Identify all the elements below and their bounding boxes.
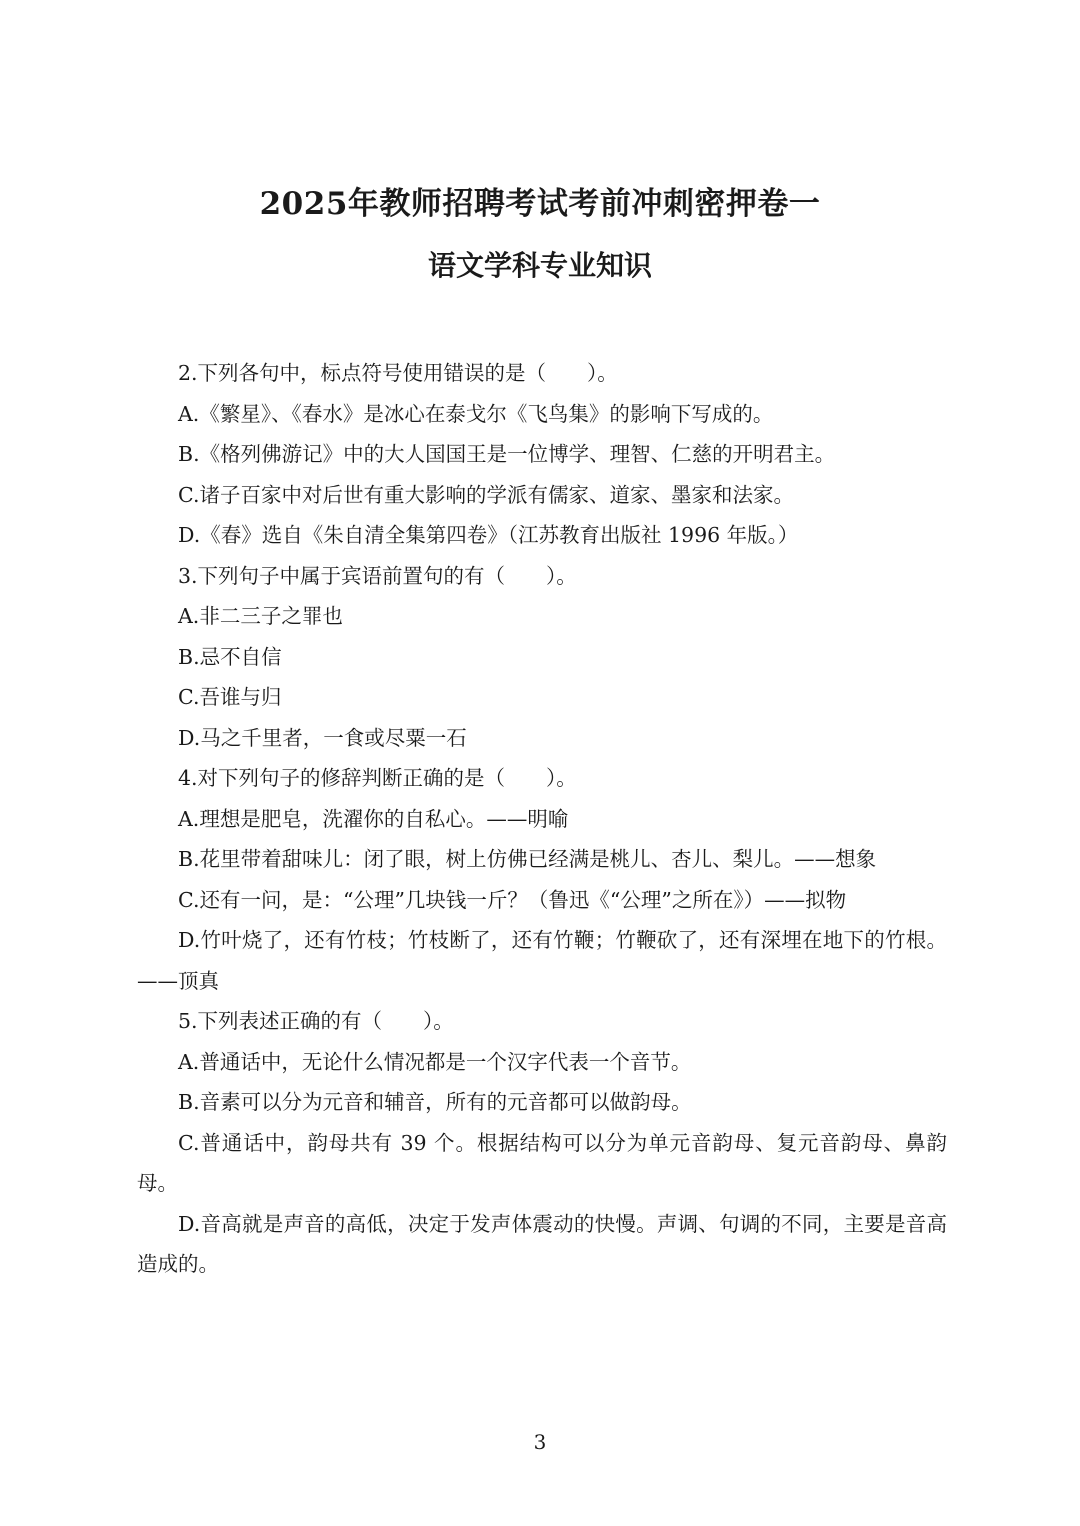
document-title: 2025年教师招聘考试考前冲刺密押卷一 bbox=[259, 186, 821, 222]
question-option: D.《春》选自《朱自清全集第四卷》（江苏教育出版社 1996 年版。） bbox=[178, 523, 799, 547]
question-option: D.马之千里者，一食或尽粟一石 bbox=[178, 725, 467, 750]
question-stem: 2.下列各句中，标点符号使用错误的是（ ）。 bbox=[178, 361, 618, 385]
question-option: D.竹叶烧了，还有竹枝；竹枝断了，还有竹鞭；竹鞭砍了，还有深埋在地下的竹根。——顶真 bbox=[137, 928, 947, 993]
question-option: A.《繁星》、《春水》是冰心在泰戈尔《飞鸟集》的影响下写成的。 bbox=[178, 401, 774, 426]
question-option: A.普通话中，无论什么情况都是一个汉字代表一个音节。 bbox=[178, 1049, 692, 1074]
page-number: 3 bbox=[533, 1430, 547, 1454]
question-option: C.吾谁与归 bbox=[178, 685, 282, 709]
question-stem: 3.下列句子中属于宾语前置句的有（ ）。 bbox=[178, 563, 577, 588]
question-stem: 4.对下列句子的修辞判断正确的是（ ）。 bbox=[178, 766, 577, 790]
question-option: B.音素可以分为元音和辅音，所有的元音都可以做韵母。 bbox=[178, 1090, 692, 1114]
question-option: D.音高就是声音的高低，决定于发声体震动的快慢。声调、句调的不同，主要是音高造成的。 bbox=[137, 1211, 947, 1276]
question-option: C.普通话中，韵母共有 39 个。根据结构可以分为单元音韵母、复元音韵母、鼻韵母。 bbox=[137, 1130, 947, 1195]
question-option: A.理想是肥皂，洗濯你的自私心。——明喻 bbox=[178, 806, 569, 831]
question-option: B.花里带着甜味儿：闭了眼，树上仿佛已经满是桃儿、杏儿、梨儿。——想象 bbox=[178, 847, 877, 871]
question-option: C.还有一问，是：“公理”几块钱一斤？（鲁迅《“公理”之所在》）——拟物 bbox=[178, 887, 847, 912]
question-option: B.《格列佛游记》中的大人国国王是一位博学、理智、仁慈的开明君主。 bbox=[178, 442, 836, 466]
question-stem: 5.下列表述正确的有（ ）。 bbox=[178, 1009, 454, 1033]
question-option: A.非二三子之罪也 bbox=[178, 604, 343, 628]
question-list bbox=[137, 353, 947, 1285]
question-option: B.忌不自信 bbox=[178, 644, 282, 669]
question-option: C.诸子百家中对后世有重大影响的学派有儒家、道家、墨家和法家。 bbox=[178, 482, 794, 507]
document-subtitle: 语文学科专业知识 bbox=[427, 249, 652, 282]
